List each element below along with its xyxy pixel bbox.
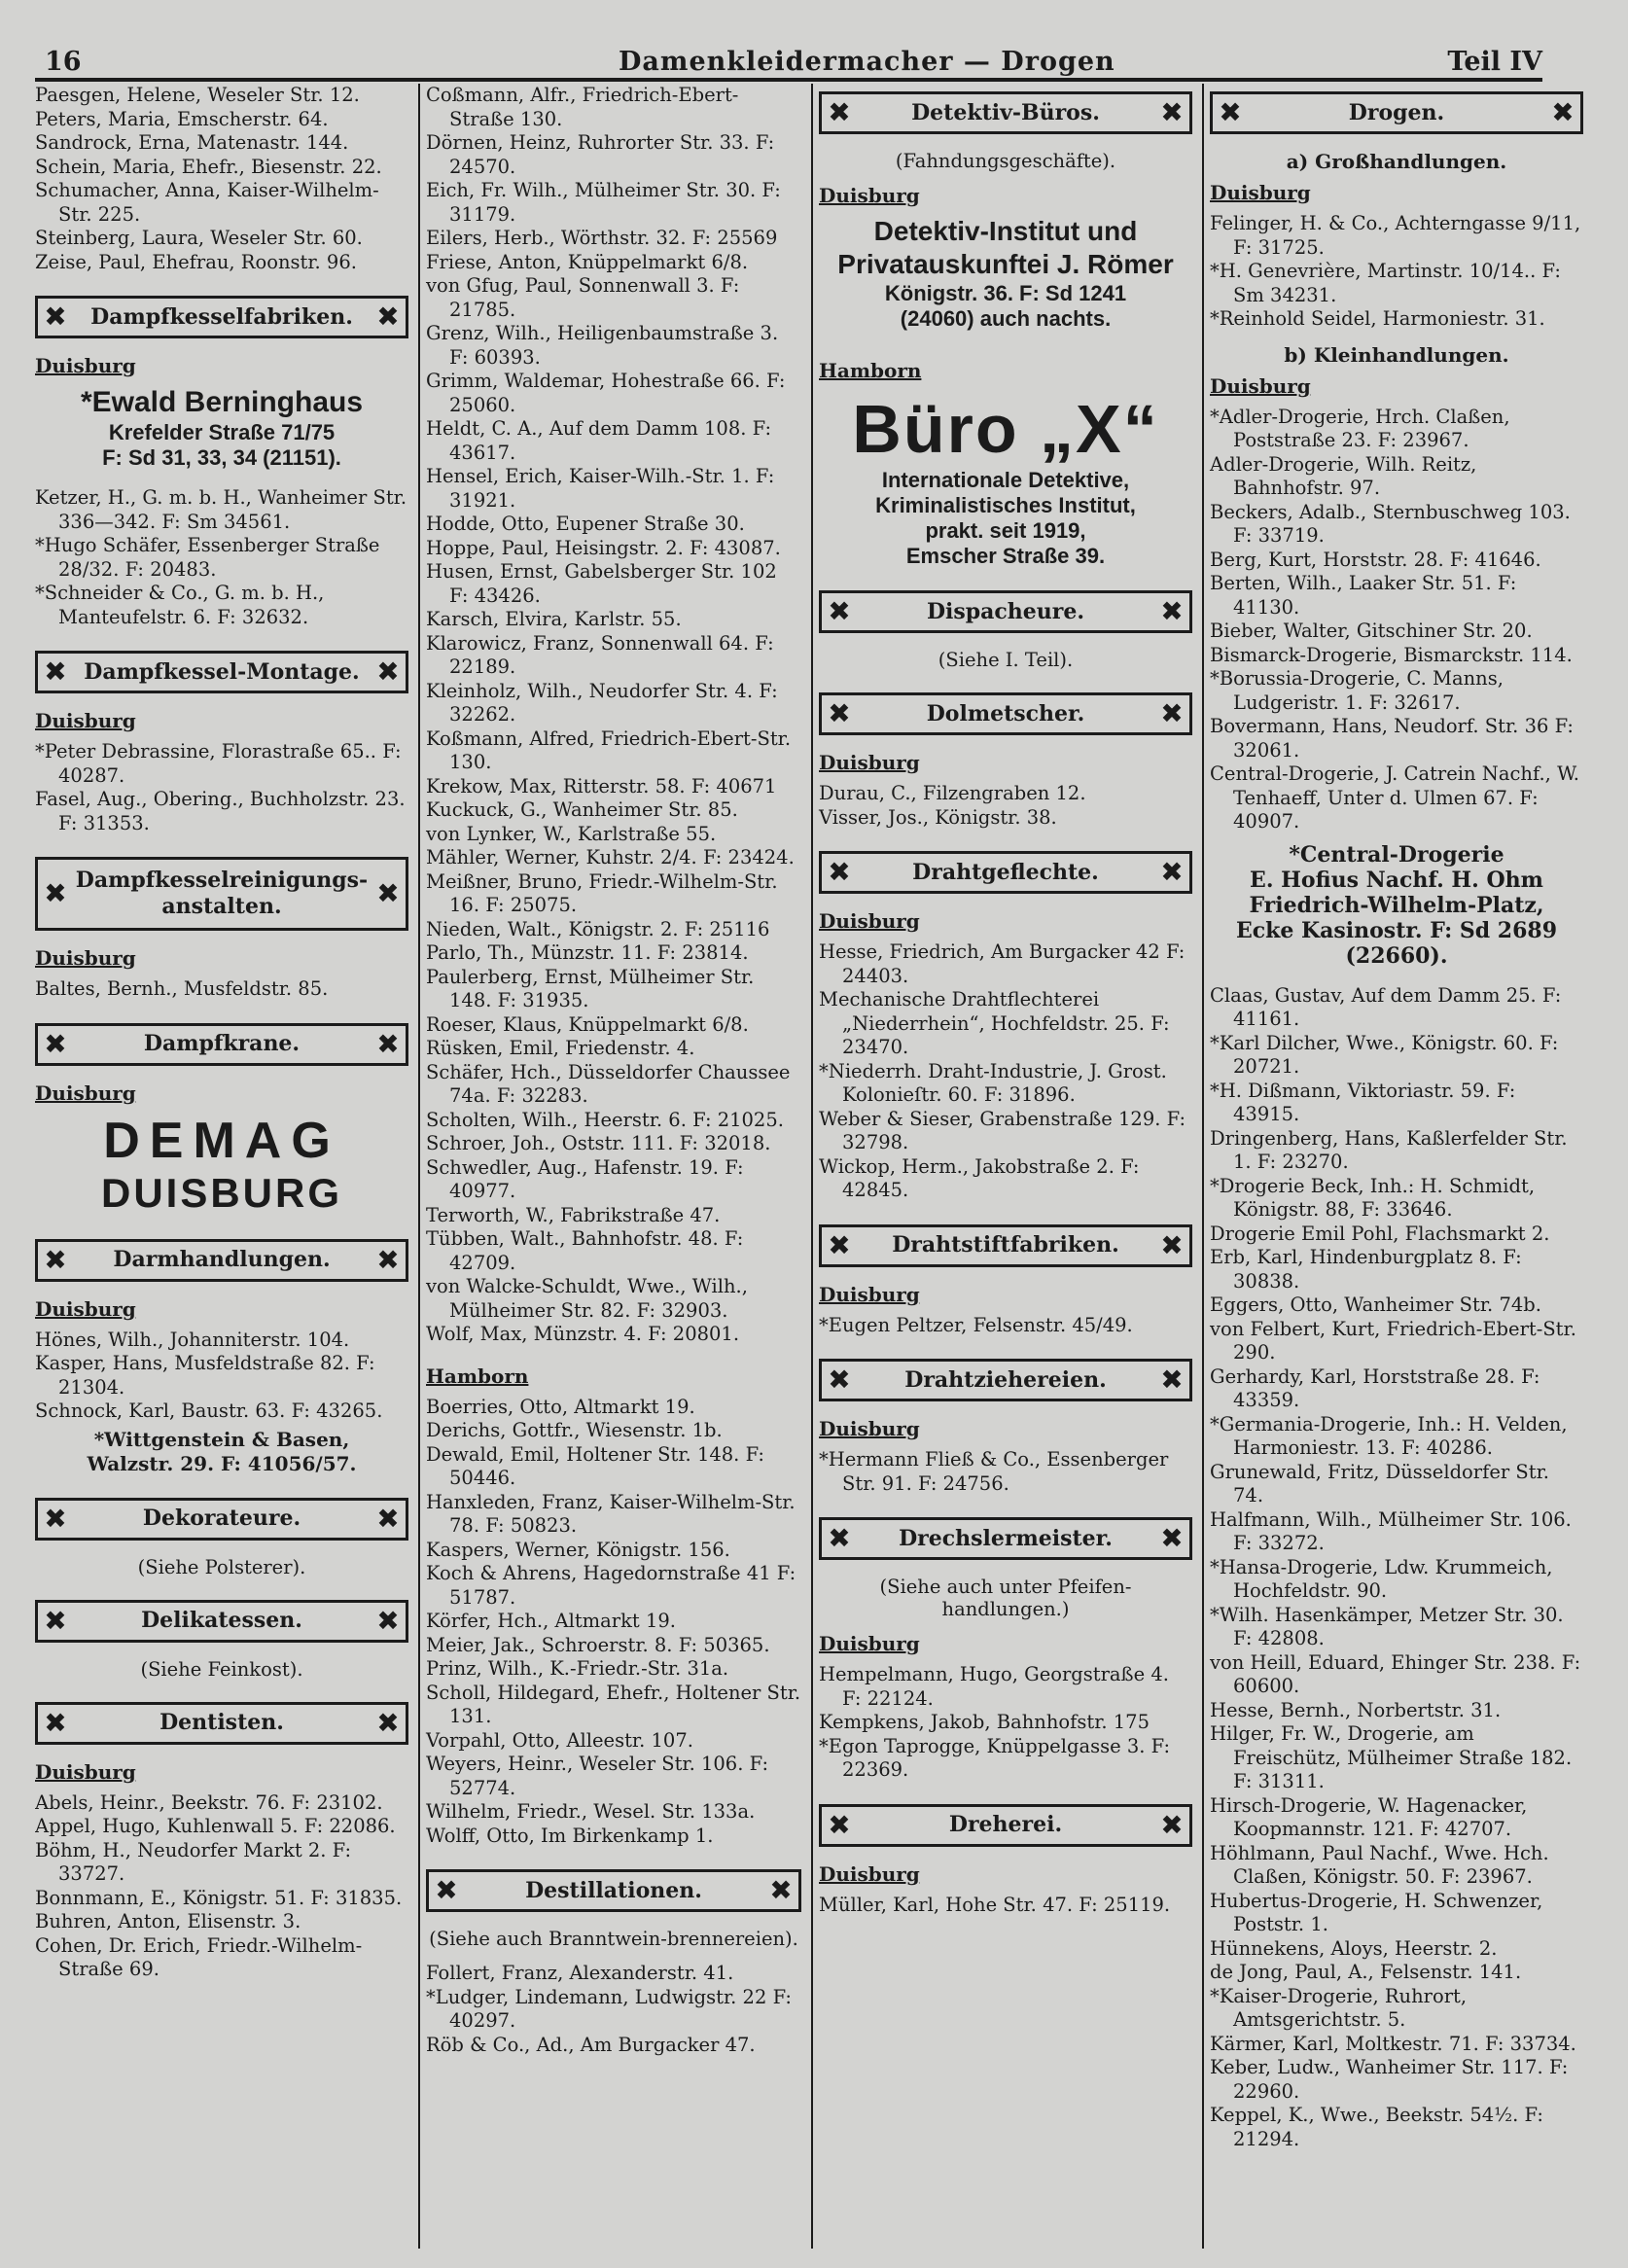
- cross-reference: (Siehe Feinkost).: [140, 1657, 303, 1681]
- directory-entry: Berten, Wilh., Laaker Str. 51. F: 41130.: [1210, 572, 1517, 619]
- ad-line: Detektiv-Institut und: [873, 216, 1138, 246]
- entry-list: [35, 977, 408, 1002]
- section-title: Dekorateure.: [142, 1506, 301, 1531]
- directory-entry: Bismarck-Drogerie, Bismarckstr. 114.: [1210, 643, 1573, 666]
- section-title: Dampfkrane.: [143, 1031, 301, 1056]
- directory-entry: Meier, Jak., Schroerstr. 8. F: 50365.: [426, 1633, 770, 1656]
- directory-entry: Berg, Kurt, Horststr. 28. F: 41646.: [1210, 548, 1541, 571]
- city-heading: Duisburg: [819, 1861, 920, 1886]
- directory-entry: Koch & Ahrens, Hagedornstraße 41 F: 51787.: [426, 1562, 796, 1609]
- section-title: Drogen.: [1348, 99, 1445, 125]
- city-heading: Duisburg: [35, 1296, 136, 1321]
- section-ornament-icon: ✖: [376, 1243, 400, 1276]
- directory-entry: Hönes, Wilh., Johanniterstr. 104.: [35, 1328, 350, 1351]
- section-header-dispacheure: [819, 590, 1192, 633]
- directory-entry: von Gfug, Paul, Sonnenwall 3. F: 21785.: [426, 274, 740, 321]
- directory-entry: Erb, Karl, Hindenburgplatz 8. F: 30838.: [1210, 1246, 1522, 1293]
- directory-entry: Boerries, Otto, Altmarkt 19.: [426, 1395, 695, 1418]
- section-ornament-icon: ✖: [828, 1228, 851, 1261]
- directory-entry: Hubertus-Drogerie, H. Schwenzer, Poststr. 1.: [1210, 1889, 1543, 1935]
- directory-entry: Scholl, Hildegard, Ehefr., Holtener Str. 131.: [426, 1681, 801, 1727]
- directory-entry: Koßmann, Alfred, Friedrich-Ebert-Str. 130.: [426, 726, 792, 773]
- directory-entry: Karsch, Elvira, Karlstr. 55.: [426, 608, 682, 630]
- section-title: Detektiv-Büros.: [911, 99, 1100, 125]
- advertisement-demag: [35, 1113, 408, 1218]
- section-header-dampfkesselfabriken: [35, 296, 408, 338]
- city-heading: Duisburg: [819, 1417, 920, 1440]
- directory-entry: Cohen, Dr. Erich, Friedr.-Wilhelm-Straße 69.: [35, 1933, 363, 1980]
- section-ornament-icon: ✖: [828, 1808, 851, 1841]
- city-heading: Duisburg: [819, 184, 920, 207]
- section-ornament-icon: ✖: [1160, 856, 1184, 888]
- directory-entry: Prinz, Wilh., K.-Friedr.-Str. 31a.: [426, 1657, 729, 1680]
- directory-entry: Kleinholz, Wilh., Neudorfer Str. 4. F: 32262.: [426, 679, 778, 726]
- advertisement-central-drogerie: [1210, 842, 1583, 969]
- city-heading: Duisburg: [819, 1282, 920, 1306]
- ad-line: Büro „X“: [852, 391, 1159, 467]
- city-heading: Duisburg: [1210, 181, 1311, 204]
- directory-entry: Schwedler, Aug., Hafenstr. 19. F: 40977.: [426, 1155, 744, 1202]
- entry-list: [426, 1962, 801, 2057]
- directory-entry: Schroer, Joh., Oststr. 111. F: 32018.: [426, 1132, 771, 1154]
- directory-entry: Abels, Heinr., Beekstr. 76. F: 23102.: [35, 1790, 383, 1814]
- directory-entry: Hesse, Friedrich, Am Burgacker 42 F: 24403.: [819, 940, 1186, 987]
- directory-entry: Visser, Jos., Königstr. 38.: [819, 805, 1057, 829]
- ad-line: Königstr. 36. F: Sd 1241: [884, 281, 1127, 305]
- directory-entry: Kaspers, Werner, Königstr. 156.: [426, 1538, 730, 1561]
- directory-entry: Baltes, Bernh., Musfeldstr. 85.: [35, 977, 329, 1000]
- column-1: [35, 84, 416, 2249]
- entry-list: [35, 1791, 408, 1982]
- directory-entry: Hilger, Fr. W., Drogerie, am Freischütz, Mülheimer Straße 182. F: 31311.: [1210, 1722, 1573, 1792]
- advertisement-berninghaus: [35, 385, 408, 471]
- section-header-dampfkrane: [35, 1023, 408, 1066]
- cross-reference: (Siehe I. Teil).: [938, 649, 1074, 671]
- directory-entry: Felinger, H. & Co., Achterngasse 9/11, F: 31725.: [1210, 212, 1581, 259]
- directory-entry: *Hermann Fließ & Co., Essenberger Str. 91. F: 24756.: [819, 1448, 1169, 1495]
- header-rule: [35, 78, 1542, 82]
- entry-list: [426, 84, 801, 1347]
- entry-list: [819, 1894, 1192, 1918]
- directory-entry: Müller, Karl, Hohe Str. 47. F: 25119.: [819, 1893, 1171, 1916]
- city-heading: Duisburg: [819, 1632, 920, 1655]
- part-label: Teil IV: [1447, 47, 1542, 77]
- directory-entry: *Schneider & Co., G. m. b. H., Manteufelstr. 6. F: 32632.: [35, 582, 325, 628]
- section-header-dolmetscher: [819, 692, 1192, 735]
- entry-list: [819, 1314, 1192, 1338]
- section-ornament-icon: ✖: [828, 96, 851, 128]
- section-header-drahtstiftfabriken: [819, 1224, 1192, 1267]
- advertisement-buero-x: [819, 390, 1192, 569]
- cross-reference: (Fahndungsgeschäfte).: [895, 150, 1116, 172]
- ad-line: DUISBURG: [100, 1169, 342, 1216]
- ad-line: Emscher Straße 39.: [905, 544, 1106, 568]
- subheading: b) Kleinhandlungen.: [1284, 342, 1509, 367]
- ad-line: *Wittgenstein & Basen,: [93, 1427, 350, 1451]
- section-ornament-icon: ✖: [44, 1604, 67, 1637]
- directory-entry: von Walcke-Schuldt, Wwe., Wilh., Mülheimer Str. 82. F: 32903.: [426, 1275, 748, 1322]
- city-heading: Hamborn: [819, 359, 922, 382]
- section-ornament-icon: ✖: [828, 697, 851, 729]
- directory-entry: Halfmann, Wilh., Mülheimer Str. 106. F: 33272.: [1210, 1507, 1572, 1554]
- directory-entry: Weyers, Heinr., Weseler Str. 106. F: 52774.: [426, 1753, 769, 1799]
- entry-list: [819, 1448, 1192, 1496]
- directory-entry: Hünnekens, Aloys, Heerstr. 2.: [1210, 1936, 1498, 1960]
- directory-entry: *H. Genevrière, Martinstr. 10/14.. F: Sm 34231.: [1210, 260, 1561, 306]
- directory-entry: Peters, Maria, Emscherstr. 64.: [35, 107, 329, 130]
- directory-entry: Dringenberg, Hans, Kaßlerfelder Str. 1. F: 23270.: [1210, 1126, 1568, 1173]
- ad-line: Privatauskunftei J. Römer: [837, 249, 1174, 279]
- section-header-dampfkessel-montage: [35, 651, 408, 693]
- directory-entry: Mechanische Drahtflechterei „Niederrhein“, Hochfeldstr. 25. F: 23470.: [819, 988, 1170, 1058]
- directory-entry: Schnock, Karl, Baustr. 63. F: 43265.: [35, 1400, 383, 1422]
- section-ornament-icon: ✖: [376, 877, 400, 909]
- city-heading: Duisburg: [819, 909, 920, 933]
- directory-entry: Bieber, Walter, Gitschiner Str. 20.: [1210, 620, 1533, 642]
- directory-entry: Hodde, Otto, Eupener Straße 30.: [426, 513, 745, 535]
- directory-entry: von Heill, Eduard, Ehinger Str. 238. F: 60600.: [1210, 1650, 1581, 1697]
- directory-entry: von Felbert, Kurt, Friedrich-Ebert-Str. 290.: [1210, 1317, 1576, 1364]
- directory-entry: Follert, Franz, Alexanderstr. 41.: [426, 1962, 734, 1984]
- subheading: a) Großhandlungen.: [1286, 150, 1507, 173]
- section-header-dekorateure: [35, 1498, 408, 1541]
- city-heading: Duisburg: [35, 354, 136, 377]
- advertisement-wittgenstein: [35, 1428, 408, 1476]
- directory-entry: *Niederrh. Draht-Industrie, J. Grost. Kolonieſtr. 60. F: 31896.: [819, 1059, 1167, 1106]
- section-ornament-icon: ✖: [435, 1874, 458, 1906]
- directory-entry: Keppel, K., Wwe., Beekstr. 54½. F: 21294.: [1210, 2104, 1543, 2150]
- section-ornament-icon: ✖: [1160, 1228, 1184, 1261]
- directory-entry: Röb & Co., Ad., Am Burgacker 47.: [426, 2033, 756, 2056]
- directory-entry: Grenz, Wilh., Heiligenbaumstraße 3. F: 60393.: [426, 322, 779, 369]
- directory-entry: Bonnmann, E., Königstr. 51. F: 31835.: [35, 1886, 403, 1909]
- ad-line: prakt. seit 1919,: [925, 518, 1086, 543]
- running-head-title: Damenkleidermacher — Drogen: [619, 47, 1115, 77]
- directory-entry: Eilers, Herb., Wörthstr. 32. F: 25569: [426, 227, 778, 249]
- section-ornament-icon: ✖: [1160, 96, 1184, 128]
- directory-entry: Hesse, Bernh., Norbertstr. 31.: [1210, 1698, 1502, 1721]
- section-header-darmhandlungen: [35, 1239, 408, 1282]
- directory-entry: *Karl Dilcher, Wwe., Königstr. 60. F: 20721.: [1210, 1031, 1559, 1078]
- directory-entry: Steinberg, Laura, Weseler Str. 60.: [35, 227, 363, 249]
- section-ornament-icon: ✖: [376, 301, 400, 333]
- directory-entry: Gerhardy, Karl, Horststraße 28. F: 43359.: [1210, 1364, 1540, 1411]
- section-header-dentisten: [35, 1702, 408, 1745]
- directory-entry: Wickop, Herm., Jakobstraße 2. F: 42845.: [819, 1154, 1140, 1201]
- directory-entry: Kärmer, Karl, Moltkestr. 71. F: 33734.: [1210, 2032, 1576, 2055]
- directory-entry: Terworth, W., Fabrikstraße 47.: [426, 1203, 721, 1226]
- ad-line: (22660).: [1345, 942, 1448, 969]
- section-header-drechslermeister: [819, 1517, 1192, 1560]
- directory-entry: Derichs, Gottfr., Wiesenstr. 1b.: [426, 1419, 723, 1441]
- advertisement-roemer: [819, 215, 1192, 332]
- directory-entry: Hoppe, Paul, Heisingstr. 2. F: 43087.: [426, 536, 781, 559]
- ad-line: (24060) auch nachts.: [900, 306, 1112, 331]
- entry-list: [819, 782, 1192, 830]
- section-header-drogen: [1210, 91, 1583, 134]
- section-ornament-icon: ✖: [44, 301, 67, 333]
- city-heading: Duisburg: [819, 751, 920, 774]
- ad-line: E. Hofius Nachf. H. Ohm: [1250, 867, 1543, 893]
- directory-entry: Kuckuck, G., Wanheimer Str. 85.: [426, 798, 738, 821]
- section-ornament-icon: ✖: [376, 1706, 400, 1739]
- directory-entry: Schein, Maria, Ehefr., Biesenstr. 22.: [35, 155, 382, 178]
- directory-entry: Tübben, Walt., Bahnhofstr. 48. F: 42709.: [426, 1227, 744, 1274]
- entry-list: [426, 1396, 801, 1849]
- directory-entry: Drogerie Emil Pohl, Flachsmarkt 2.: [1210, 1222, 1550, 1245]
- section-title: Destillationen.: [525, 1877, 702, 1903]
- section-ornament-icon: ✖: [1160, 1808, 1184, 1841]
- directory-entry: Kempkens, Jakob, Bahnhofstr. 175: [819, 1711, 1150, 1733]
- section-ornament-icon: ✖: [376, 1604, 400, 1637]
- directory-entry: *Egon Taprogge, Knüppelgasse 3. F: 22369.: [819, 1734, 1171, 1781]
- directory-entry: Klarowicz, Franz, Sonnenwall 64. F: 22189.: [426, 631, 774, 678]
- directory-entry: *Wilh. Hasenkämper, Metzer Str. 30. F: 42808.: [1210, 1603, 1564, 1649]
- directory-entry: Durau, C., Filzengraben 12.: [819, 782, 1086, 804]
- section-title: Dreherei.: [948, 1812, 1063, 1837]
- directory-entry: Körfer, Hch., Altmarkt 19.: [426, 1610, 676, 1632]
- directory-entry: Paulerberg, Ernst, Mülheimer Str. 148. F: 31935.: [426, 965, 755, 1011]
- directory-entry: Buhren, Anton, Elisenstr. 3.: [35, 1910, 301, 1932]
- section-ornament-icon: ✖: [1551, 96, 1575, 128]
- column-4: [1202, 84, 1591, 2249]
- cross-reference: (Siehe auch Branntwein-brennereien).: [429, 1928, 798, 1950]
- directory-entry: Eich, Fr. Wilh., Mülheimer Str. 30. F: 31179.: [426, 179, 781, 226]
- directory-entry: Hempelmann, Hugo, Georgstraße 4. F: 22124.: [819, 1663, 1169, 1710]
- directory-entry: Adler-Drogerie, Wilh. Reitz, Bahnhofstr. 97.: [1210, 452, 1477, 499]
- directory-entry: Hirsch-Drogerie, W. Hagenacker, Koopmannstr. 121. F: 42707.: [1210, 1793, 1528, 1840]
- section-ornament-icon: ✖: [828, 856, 851, 888]
- section-title: Delikatessen.: [141, 1608, 302, 1633]
- directory-entry: Roeser, Klaus, Knüppelmarkt 6/8.: [426, 1012, 749, 1036]
- directory-entry: Bovermann, Hans, Neudorf. Str. 36 F: 32061.: [1210, 715, 1574, 762]
- directory-entry: *Kaiser-Drogerie, Ruhrort, Amtsgerichtstr. 5.: [1210, 1984, 1468, 2031]
- page-number: 16: [45, 47, 82, 77]
- entry-list: [1210, 406, 1583, 834]
- directory-entry: *Hugo Schäfer, Essenberger Straße 28/32. F: 20483.: [35, 534, 380, 581]
- section-ornament-icon: ✖: [769, 1874, 793, 1906]
- directory-entry: Claas, Gustav, Auf dem Damm 25. F: 41161.: [1210, 983, 1562, 1030]
- section-ornament-icon: ✖: [828, 595, 851, 627]
- directory-entry: Meißner, Bruno, Friedr.-Wilhelm-Str. 16. F: 25075.: [426, 869, 778, 916]
- section-ornament-icon: ✖: [376, 1502, 400, 1535]
- ad-line: Krefelder Straße 71/75: [108, 420, 336, 444]
- section-title: Drahtgeflechte.: [912, 859, 1099, 885]
- section-ornament-icon: ✖: [1160, 1522, 1184, 1554]
- entry-list: [1210, 212, 1583, 332]
- ad-line: Ecke Kasinostr. F: Sd 2689: [1235, 917, 1558, 943]
- directory-entry: *Peter Debrassine, Florastraße 65.. F: 40287.: [35, 740, 402, 787]
- directory-entry: *Germania-Drogerie, Inh.: H. Velden, Harmoniestr. 13. F: 40286.: [1210, 1412, 1568, 1459]
- cross-reference: (Siehe auch unter Pfeifen-handlungen.): [879, 1576, 1132, 1620]
- directory-entry: Dewald, Emil, Holtener Str. 148. F: 50446.: [426, 1442, 764, 1489]
- section-ornament-icon: ✖: [44, 1243, 67, 1276]
- directory-entry: *Drogerie Beck, Inh.: H. Schmidt, Königstr. 88, F: 33646.: [1210, 1174, 1536, 1221]
- directory-entry: Eggers, Otto, Wanheimer Str. 74b.: [1210, 1293, 1541, 1316]
- directory-entry: Central-Drogerie, J. Catrein Nachf., W. Tenhaeff, Unter d. Ulmen 67. F: 40907.: [1210, 762, 1579, 833]
- directory-entry: Paesgen, Helene, Weseler Str. 12.: [35, 84, 360, 106]
- ad-line: Walzstr. 29. F: 41056/57.: [87, 1451, 357, 1475]
- directory-entry: *Reinhold Seidel, Harmoniestr. 31.: [1210, 307, 1545, 330]
- section-title: Dampfkessel-Montage.: [84, 658, 360, 685]
- section-title: Dentisten.: [159, 1710, 284, 1735]
- directory-entry: Ketzer, H., G. m. b. H., Wanheimer Str. 336—342. F: Sm 34561.: [35, 486, 407, 533]
- directory-entry: Schumacher, Anna, Kaiser-Wilhelm-Str. 225.: [35, 179, 379, 226]
- ad-line: *Ewald Berninghaus: [80, 386, 364, 418]
- city-heading: Duisburg: [35, 709, 136, 732]
- section-header-drahtgeflechte: [819, 851, 1192, 894]
- section-ornament-icon: ✖: [376, 1027, 400, 1060]
- section-ornament-icon: ✖: [828, 1364, 851, 1396]
- entry-list: [1210, 984, 1583, 2152]
- directory-entry: Krekow, Max, Ritterstr. 58. F: 40671: [426, 774, 777, 797]
- section-ornament-icon: ✖: [1160, 595, 1184, 627]
- directory-entry: Nieden, Walt., Königstr. 2. F: 25116: [426, 917, 770, 940]
- section-title: Dolmetscher.: [926, 700, 1085, 726]
- directory-entry: Beckers, Adalb., Sternbuschweg 103. F: 33719.: [1210, 500, 1571, 547]
- section-header-dampfkesselreinigung: [35, 857, 408, 931]
- section-header-delikatessen: [35, 1600, 408, 1643]
- section-header-drahtziehereien: [819, 1359, 1192, 1401]
- directory-entry: Böhm, H., Neudorfer Markt 2. F: 33727.: [35, 1838, 352, 1885]
- directory-entry: Weber & Sieser, Grabenstraße 129. F: 32798.: [819, 1107, 1186, 1153]
- directory-entry: Heldt, C. A., Auf dem Damm 108. F: 43617.: [426, 417, 772, 464]
- directory-entry: Schäfer, Hch., Düsseldorfer Chaussee 74a. F: 32283.: [426, 1060, 791, 1107]
- running-head: [35, 43, 1542, 82]
- column-3: [811, 84, 1200, 2249]
- section-ornament-icon: ✖: [44, 1027, 67, 1060]
- section-ornament-icon: ✖: [44, 656, 67, 688]
- city-heading: Duisburg: [1210, 373, 1311, 398]
- section-header-detektiv-bueros: [819, 91, 1192, 134]
- directory-entry: Kasper, Hans, Musfeldstraße 82. F: 21304.: [35, 1352, 375, 1399]
- directory-entry: Höhlmann, Paul Nachf., Wwe. Hch. Claßen, Königstr. 50. F: 23967.: [1210, 1841, 1549, 1888]
- section-ornament-icon: ✖: [1219, 96, 1242, 128]
- section-ornament-icon: ✖: [44, 877, 67, 909]
- section-header-destillationen: [426, 1869, 801, 1912]
- directory-entry: Dörnen, Heinz, Ruhrorter Str. 33. F: 24570.: [426, 131, 775, 178]
- directory-entry: Hensel, Erich, Kaiser-Wilh.-Str. 1. F: 31921.: [426, 465, 775, 512]
- column-2: [418, 84, 809, 2249]
- directory-entry: de Jong, Paul, A., Felsenstr. 141.: [1210, 1961, 1522, 1983]
- directory-entry: von Lynker, W., Karlstraße 55.: [426, 822, 717, 845]
- section-ornament-icon: ✖: [44, 1706, 67, 1739]
- directory-entry: Rüsken, Emil, Friedenstr. 4.: [426, 1037, 695, 1059]
- directory-entry: *Hansa-Drogerie, Ldw. Krummeich, Hochfeldstr. 90.: [1210, 1555, 1553, 1602]
- directory-entry: *Borussia-Drogerie, C. Manns, Ludgeristr. 1. F: 32617.: [1210, 667, 1504, 714]
- directory-entry: Grimm, Waldemar, Hohestraße 66. F: 25060.: [426, 370, 786, 416]
- section-title: Dampfkesselreinigungs-anstalten.: [75, 868, 369, 919]
- entry-list: [35, 740, 408, 835]
- directory-entry: Hanxleden, Franz, Kaiser-Wilhelm-Str. 78. F: 50823.: [426, 1490, 796, 1537]
- entry-list: [35, 84, 408, 274]
- ad-line: DEMAG: [103, 1112, 340, 1169]
- section-title: Darmhandlungen.: [113, 1247, 331, 1272]
- section-title: Dampfkesselfabriken.: [90, 303, 353, 330]
- ad-line: *Central-Drogerie: [1289, 841, 1504, 868]
- section-title: Drahtziehereien.: [904, 1366, 1107, 1393]
- directory-entry: Friese, Anton, Knüppelmarkt 6/8.: [426, 250, 749, 273]
- directory-entry: Wolff, Otto, Im Birkenkamp 1.: [426, 1824, 714, 1847]
- section-ornament-icon: ✖: [44, 1502, 67, 1535]
- section-title: Dispacheure.: [926, 598, 1085, 624]
- ad-line: F: Sd 31, 33, 34 (21151).: [102, 445, 341, 470]
- section-header-dreherei: [819, 1804, 1192, 1847]
- directory-entry: Grunewald, Fritz, Düsseldorfer Str. 74.: [1210, 1460, 1549, 1506]
- city-heading: Duisburg: [35, 1759, 136, 1784]
- directory-entry: Sandrock, Erna, Matenastr. 144.: [35, 131, 349, 154]
- ad-line: Kriminalistisches Institut,: [875, 493, 1136, 517]
- section-title: Drechslermeister.: [899, 1525, 1113, 1551]
- entry-list: [819, 1663, 1192, 1783]
- entry-list: [35, 486, 408, 629]
- ad-line: Friedrich-Wilhelm-Platz,: [1249, 892, 1544, 918]
- directory-entry: *H. Dißmann, Viktoriastr. 59. F: 43915.: [1210, 1079, 1516, 1125]
- directory-entry: Keber, Ludw., Wanheimer Str. 117. F: 22960.: [1210, 2056, 1569, 2103]
- directory-entry: Vorpahl, Otto, Alleestr. 107.: [426, 1728, 693, 1752]
- city-heading: Duisburg: [35, 1081, 136, 1105]
- directory-entry: *Adler-Drogerie, Hrch. Claßen, Poststraße 23. F: 23967.: [1210, 405, 1510, 451]
- ad-line: Internationale Detektive,: [881, 468, 1130, 492]
- city-heading: Duisburg: [35, 946, 136, 970]
- section-ornament-icon: ✖: [376, 656, 400, 688]
- directory-entry: *Ludger, Lindemann, Ludwigstr. 22 F: 40297.: [426, 1985, 792, 2032]
- section-ornament-icon: ✖: [828, 1522, 851, 1554]
- section-title: Drahtstiftfabriken.: [892, 1232, 1119, 1258]
- directory-entry: Scholten, Wilh., Heerstr. 6. F: 21025.: [426, 1108, 784, 1131]
- directory-entry: Coßmann, Alfr., Friedrich-Ebert-Straße 130.: [426, 84, 739, 130]
- section-ornament-icon: ✖: [1160, 697, 1184, 729]
- directory-entry: Wilhelm, Friedr., Wesel. Str. 133a.: [426, 1800, 756, 1823]
- cross-reference: (Siehe Polsterer).: [137, 1555, 306, 1578]
- city-heading: Hamborn: [426, 1364, 529, 1388]
- directory-entry: Zeise, Paul, Ehefrau, Roonstr. 96.: [35, 250, 357, 273]
- directory-entry: Husen, Ernst, Gabelsberger Str. 102 F: 43426.: [426, 560, 777, 607]
- section-ornament-icon: ✖: [1160, 1364, 1184, 1396]
- directory-entry: *Eugen Peltzer, Felsenstr. 45/49.: [819, 1313, 1133, 1336]
- entry-list: [819, 940, 1192, 1203]
- entry-list: [35, 1329, 408, 1424]
- directory-entry: Appel, Hugo, Kuhlenwall 5. F: 22086.: [35, 1815, 396, 1837]
- directory-entry: Wolf, Max, Münzstr. 4. F: 20801.: [426, 1323, 740, 1345]
- directory-entry: Fasel, Aug., Obering., Buchholzstr. 23. F: 31353.: [35, 788, 406, 834]
- directory-entry: Mähler, Werner, Kuhstr. 2/4. F: 23424.: [426, 846, 795, 868]
- directory-entry: Parlo, Th., Münzstr. 11. F: 23814.: [426, 941, 749, 964]
